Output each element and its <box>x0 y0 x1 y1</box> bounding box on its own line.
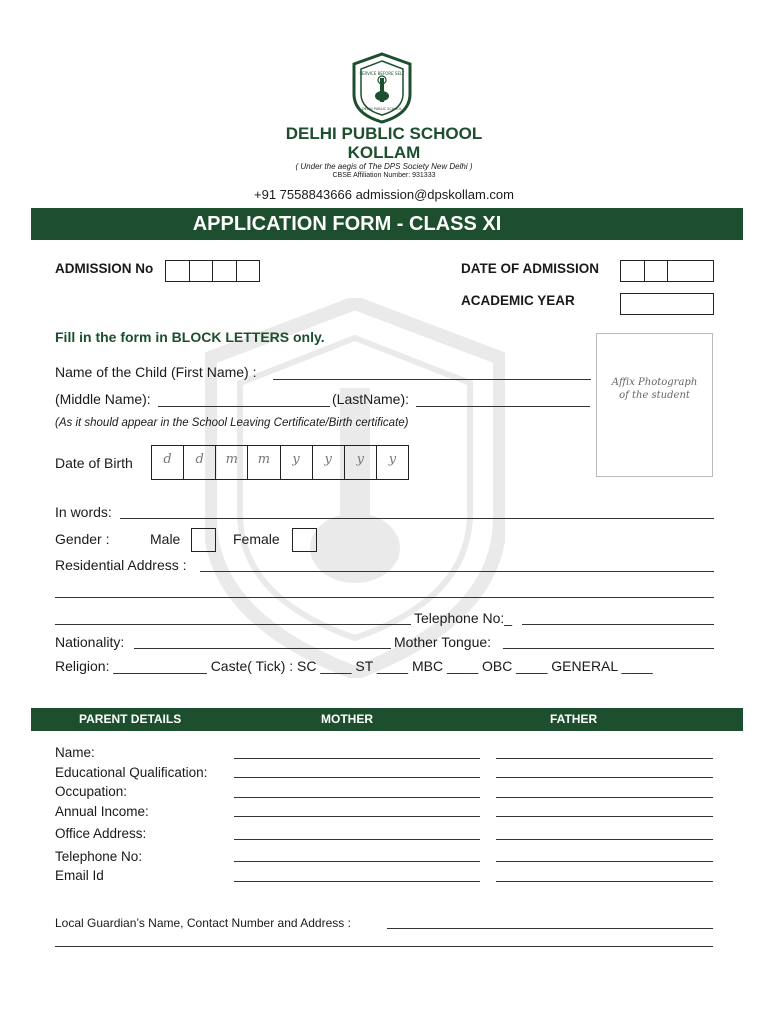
parent-qualification-label: Educational Qualification: <box>55 765 208 780</box>
religion-caste-line: Religion: ____________ Caste( Tick) : SC ____ ST ____ MBC ____ OBC ____ GENERAL ____ <box>55 658 653 674</box>
father-email-field[interactable] <box>496 881 713 882</box>
nationality-field[interactable] <box>134 648 391 649</box>
mother-tongue-field[interactable] <box>503 648 714 649</box>
address-field-2[interactable] <box>55 597 714 598</box>
parent-email-label: Email Id <box>55 868 104 883</box>
date-of-admission-label: DATE OF ADMISSION <box>461 261 599 276</box>
dob-cell[interactable]: y <box>344 446 376 479</box>
father-qualification-field[interactable] <box>496 777 713 778</box>
male-label: Male <box>150 531 181 547</box>
nationality-label: Nationality: <box>55 634 125 650</box>
school-crest-logo <box>352 52 412 124</box>
middle-name-field[interactable] <box>158 406 330 407</box>
parent-telephone-label: Telephone No: <box>55 849 143 864</box>
mother-telephone-field[interactable] <box>234 861 480 862</box>
father-header: FATHER <box>550 712 598 726</box>
address-field-1[interactable] <box>200 571 714 572</box>
dob-cell[interactable]: y <box>376 446 408 479</box>
school-name-line1: DELHI PUBLIC SCHOOL <box>285 124 483 143</box>
school-name-line2: KOLLAM <box>347 143 421 162</box>
address-label: Residential Address : <box>55 557 187 573</box>
mother-qualification-field[interactable] <box>234 777 480 778</box>
first-name-label: Name of the Child (First Name) : <box>55 364 257 380</box>
dob-cell[interactable]: y <box>280 446 312 479</box>
mother-name-field[interactable] <box>234 758 480 759</box>
dob-cell[interactable]: y <box>312 446 344 479</box>
admission-no-boxes[interactable] <box>165 260 260 282</box>
form-title: APPLICATION FORM - CLASS XI <box>192 213 502 235</box>
date-of-admission-boxes[interactable] <box>620 260 714 282</box>
admission-no-label: ADMISSION No <box>55 261 154 276</box>
dob-cell[interactable]: m <box>247 446 279 479</box>
father-telephone-field[interactable] <box>496 861 713 862</box>
school-name <box>0 124 768 162</box>
dob-cell[interactable]: d <box>163 452 172 467</box>
photo-box <box>596 333 713 477</box>
aegis-text: ( Under the aegis of The DPS Society New Delhi ) <box>295 162 473 171</box>
parent-occupation-label: Occupation: <box>55 784 128 799</box>
logo-motto: SERVICE BEFORE SELF <box>359 71 405 76</box>
gender-label: Gender : <box>55 531 110 547</box>
parent-name-label: Name: <box>55 745 95 760</box>
father-office-field[interactable] <box>496 839 713 840</box>
guardian-field-1[interactable] <box>387 928 713 929</box>
contact-info: +91 7558843666 admission@dpskollam.com <box>254 187 514 202</box>
mother-office-field[interactable] <box>234 839 480 840</box>
mother-email-field[interactable] <box>234 881 480 882</box>
middle-name-label: (Middle Name): <box>55 391 151 407</box>
mother-header: MOTHER <box>321 712 373 726</box>
photo-instruction: Affix Photograph of the student <box>611 377 698 401</box>
mother-tongue-label: Mother Tongue: <box>394 634 492 650</box>
dob-boxes[interactable] <box>151 445 409 480</box>
mother-income-field[interactable] <box>234 816 480 817</box>
father-income-field[interactable] <box>496 816 713 817</box>
female-checkbox[interactable] <box>292 528 317 552</box>
telephone-field[interactable] <box>522 624 714 625</box>
father-occupation-field[interactable] <box>496 797 713 798</box>
male-checkbox[interactable] <box>191 528 216 552</box>
title-banner <box>31 208 743 240</box>
last-name-label: (LastName): <box>332 391 410 407</box>
dob-label: Date of Birth <box>55 455 133 471</box>
last-name-field[interactable] <box>416 406 590 407</box>
in-words-field[interactable] <box>120 518 714 519</box>
name-note: (As it should appear in the School Leaving Certificate/Birth certificate) <box>55 417 409 429</box>
first-name-field[interactable] <box>273 379 591 380</box>
academic-year-box[interactable] <box>620 293 714 315</box>
telephone-label: Telephone No:_ <box>414 610 513 626</box>
mother-occupation-field[interactable] <box>234 797 480 798</box>
address-field-3[interactable] <box>55 624 411 625</box>
father-name-field[interactable] <box>496 758 713 759</box>
parent-office-label: Office Address: <box>55 826 147 841</box>
guardian-label: Local Guardian’s Name, Contact Number and Address : <box>55 916 351 930</box>
female-label: Female <box>233 531 280 547</box>
block-letters-instruction: Fill in the form in BLOCK LETTERS only. <box>55 329 325 345</box>
parent-details-header: PARENT DETAILS <box>79 712 182 726</box>
affiliation-text: CBSE Affiliation Number: 931333 <box>332 172 436 179</box>
guardian-field-2[interactable] <box>55 946 713 947</box>
dob-cell[interactable]: m <box>215 446 247 479</box>
academic-year-label: ACADEMIC YEAR <box>461 293 575 308</box>
in-words-label: In words: <box>55 504 112 520</box>
dob-cell[interactable]: d <box>183 446 215 479</box>
parent-details-bar <box>31 708 743 731</box>
parent-income-label: Annual Income: <box>55 804 149 819</box>
logo-text: DELHI PUBLIC SCHOOL <box>361 107 403 111</box>
